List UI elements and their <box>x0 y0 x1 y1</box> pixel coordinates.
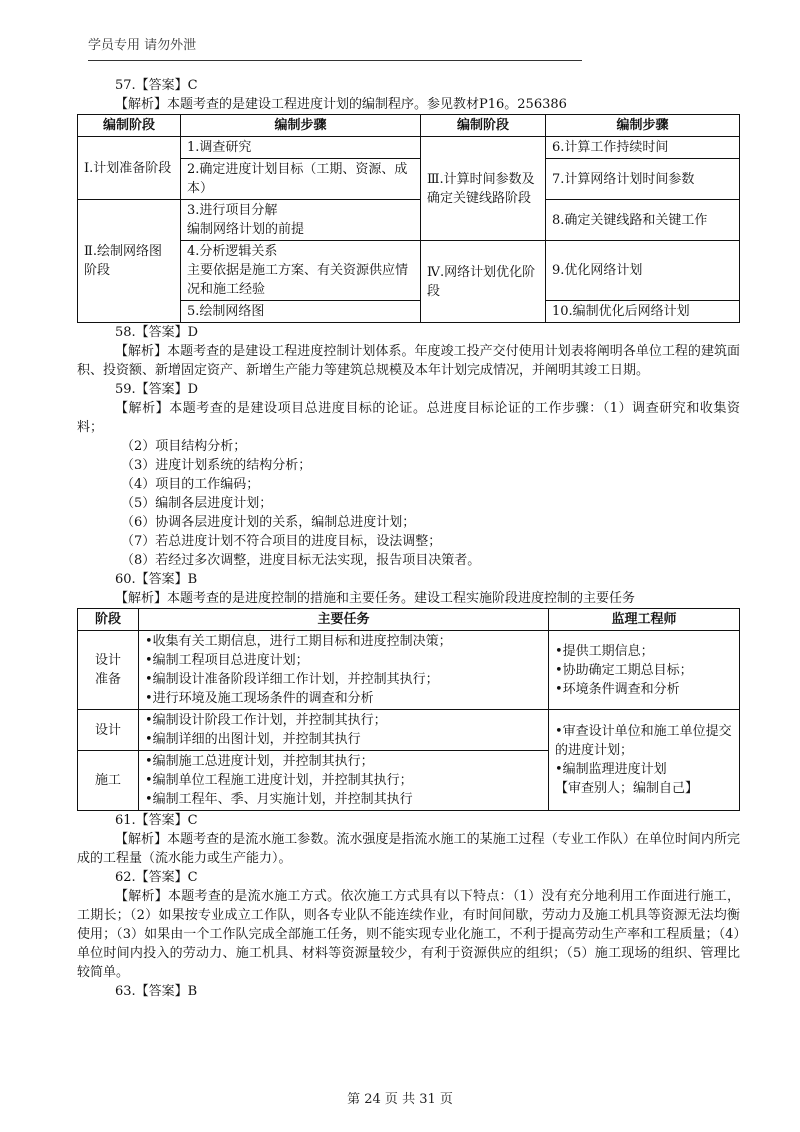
table-row <box>78 200 740 241</box>
step-cell: 10.编制优化后网络计划 <box>546 301 740 323</box>
step-cell: 9.优化网络计划 <box>546 241 740 301</box>
table-header-row <box>78 609 740 631</box>
supervisor-item: •编制监理进度计划 <box>555 762 667 777</box>
stage-cell: 设计准备 <box>78 631 139 710</box>
step-cell: 2.确定进度计划目标（工期、资源、成本） <box>181 159 421 200</box>
supervisor-item: •协助确定工期总目标； <box>555 662 693 678</box>
stage-cell: Ⅰ.计划准备阶段 <box>78 137 181 200</box>
supervisor-cell <box>549 710 740 811</box>
table-header: 编制步骤 <box>546 115 740 137</box>
supervisor-item: •环境条件调查和分析 <box>555 681 680 697</box>
table-header: 主要任务 <box>139 609 549 631</box>
task-item: •收集有关工期信息，进行工期目标和进度控制决策； <box>145 634 452 649</box>
supervisor-item: •提供工期信息； <box>555 643 654 659</box>
stage-cell: Ⅱ.绘制网络图阶段 <box>78 200 181 323</box>
task-item: •编制设计阶段工作计划，并控制其执行； <box>145 713 387 728</box>
q58-analysis: 【解析】本题考查的是建设工程进度控制计划体系。年度竣工投产交付使用计划表将阐明各单位工程的建筑面积、投资额、新增固定资产、新增生产能力等建筑总规模及本年计划完成情况，并阐明其竣工日期。 <box>77 344 740 378</box>
list-item: （6）协调各层进度计划的关系，编制总进度计划； <box>121 515 416 530</box>
step-cell: 6.计算工作持续时间 <box>546 137 740 159</box>
step-cell: 8.确定关键线路和关键工作 <box>546 200 740 241</box>
task-item: •编制施工总进度计划，并控制其执行； <box>145 754 374 769</box>
table-row <box>78 710 740 751</box>
q60-answer: 60.【答案】B <box>115 572 198 587</box>
list-item: （4）项目的工作编码； <box>121 477 260 492</box>
table-header: 编制阶段 <box>78 115 181 137</box>
list-item: （2）项目结构分析； <box>121 439 247 454</box>
table-header-row <box>78 115 740 137</box>
stage-cell: Ⅲ.计算时间参数及确定关键线路阶段 <box>421 137 546 241</box>
task-item: •编制设计准备阶段详细工作计划，并控制其执行； <box>145 672 439 687</box>
q57-analysis: 【解析】本题考查的是建设工程进度计划的编制程序。参见教材P16。256386 <box>115 97 567 112</box>
task-item: •编制工程项目总进度计划； <box>145 653 309 668</box>
task-item: •编制详细的出图计划，并控制其执行 <box>145 732 361 747</box>
q62-answer: 62.【答案】C <box>115 870 198 885</box>
progress-control-tasks-table <box>77 608 740 811</box>
q59-analysis: 【解析】本题考查的是建设项目总进度目标的论证。总进度目标论证的工作步骤：（1）调查研究和收集资料； <box>77 401 740 435</box>
q60-analysis: 【解析】本题考查的是进度控制的措施和主要任务。建设工程实施阶段进度控制的主要任务 <box>115 591 636 606</box>
table-header: 监理工程师 <box>549 609 740 631</box>
step-cell: 1.调查研究 <box>181 137 421 159</box>
q63-answer: 63.【答案】B <box>115 984 198 999</box>
supervisor-cell <box>549 631 740 710</box>
q59-answer: 59.【答案】D <box>115 382 199 397</box>
tasks-cell <box>139 631 549 710</box>
task-item: •编制单位工程施工进度计划，并控制其执行； <box>145 773 413 788</box>
task-item: •进行环境及施工现场条件的调查和分析 <box>145 691 374 706</box>
step-cell: 3.进行项目分解 编制网络计划的前提 <box>181 200 421 241</box>
list-item: （8）若经过多次调整，进度目标无法实现，报告项目决策者。 <box>121 553 481 568</box>
step-cell: 7.计算网络计划时间参数 <box>546 159 740 200</box>
stage-cell: 设计 <box>78 710 139 751</box>
table-header: 编制步骤 <box>181 115 421 137</box>
list-item: （7）若总进度计划不符合项目的进度目标，设法调整； <box>121 534 442 549</box>
compile-procedure-table <box>77 114 740 323</box>
stage-cell: 施工 <box>78 751 139 811</box>
table-row <box>78 137 740 159</box>
task-item: •编制工程年、季、月实施计划，并控制其执行 <box>145 792 413 807</box>
step-cell: 5.绘制网络图 <box>181 301 421 323</box>
table-header: 编制阶段 <box>421 115 546 137</box>
tasks-cell <box>139 751 549 811</box>
q58-answer: 58.【答案】D <box>115 325 199 340</box>
table-header: 阶段 <box>78 609 139 631</box>
supervisor-item: •审查设计单位和施工单位提交的进度计划； <box>555 724 732 758</box>
page-footer: 第 24 页 共 31 页 <box>347 1092 453 1107</box>
q62-analysis: 【解析】本题考查的是流水施工方式。依次施工方式具有以下特点：（1）没有充分地利用工作面进行施工，工期长；（2）如果按专业成立工作队，则各专业队不能连续作业，有时间间歇，劳动力及施工机具等资源无法均衡使用；（3）如果由一个工作队完成全部施工任务，则不能实现专业化施工，不利于提高劳动生产率和工程质量；（4）单位时间内投入的劳动力、施工机具、材料等资源量较少，有利于资源供应的组织；（5）施工现场的组织、管理比较简单。 <box>77 889 740 980</box>
page-content <box>77 76 740 1001</box>
stage-cell: Ⅳ.网络计划优化阶段 <box>421 241 546 323</box>
list-item: （3）进度计划系统的结构分析； <box>121 458 312 473</box>
list-item: （5）编制各层进度计划； <box>121 496 273 511</box>
q57-answer: 57.【答案】C <box>115 78 198 93</box>
step-cell: 4.分析逻辑关系 主要依据是施工方案、有关资源供应情况和施工经验 <box>181 241 421 301</box>
table-row <box>78 631 740 710</box>
page-header: 学员专用 请勿外泄 <box>88 36 582 61</box>
supervisor-item: 【审查别人；编制自己】 <box>555 781 699 796</box>
tasks-cell <box>139 710 549 751</box>
q61-answer: 61.【答案】C <box>115 813 198 828</box>
q61-analysis: 【解析】本题考查的是流水施工参数。流水强度是指流水施工的某施工过程（专业工作队）在单位时间内所完成的工程量（流水能力或生产能力）。 <box>77 832 740 866</box>
